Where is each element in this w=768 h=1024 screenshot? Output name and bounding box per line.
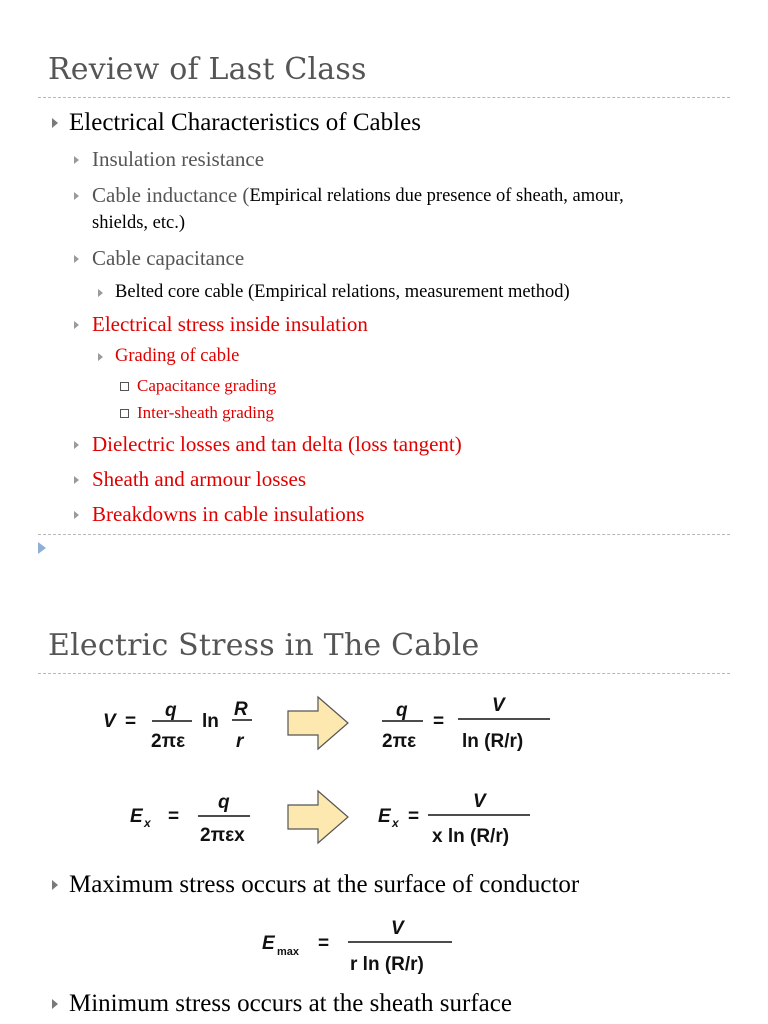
- svg-text:max: max: [277, 946, 300, 958]
- bullet-text: Maximum stress occurs at the surface of conductor: [69, 871, 580, 898]
- svg-text:q: q: [165, 700, 177, 721]
- bullet-text: Minimum stress occurs at the sheath surface: [69, 990, 512, 1017]
- svg-text:E: E: [130, 806, 143, 827]
- svg-text:R: R: [234, 699, 248, 720]
- svg-text:=: =: [408, 806, 420, 827]
- slide2-title: Electric Stress in The Cable: [48, 628, 480, 663]
- bullet-text: Capacitance grading: [137, 376, 277, 395]
- bullet-text: Cable inductance (: [92, 183, 250, 207]
- svg-text:x ln (R/r): x ln (R/r): [432, 826, 510, 847]
- svg-text:r ln (R/r): r ln (R/r): [350, 954, 424, 975]
- svg-text:ln (R/r): ln (R/r): [462, 731, 524, 752]
- implies-arrow-icon: [288, 791, 348, 843]
- bullet-text: Dielectric losses and tan delta (loss tangent): [92, 432, 462, 456]
- equation-q-over-2pie: [382, 695, 550, 752]
- equation-ex-final: [378, 791, 530, 847]
- svg-text:=: =: [168, 806, 180, 827]
- bullet-minimum-stress: [52, 990, 512, 1018]
- triangle-bullet-icon: [52, 880, 58, 890]
- svg-text:E: E: [262, 933, 275, 954]
- svg-text:x: x: [144, 816, 151, 830]
- svg-text:=: =: [433, 711, 445, 732]
- svg-text:ln: ln: [202, 711, 219, 732]
- svg-text:2πε: 2πε: [151, 731, 186, 752]
- bullet-text: Sheath and armour losses: [92, 467, 307, 491]
- equation-emax: [262, 918, 452, 975]
- svg-text:V: V: [473, 791, 486, 812]
- svg-text:V: V: [492, 695, 505, 716]
- svg-text:2πε: 2πε: [382, 731, 417, 752]
- equation-ex: [130, 792, 250, 846]
- bullet-paren-text: Empirical relations due presence of sheath, amour,: [249, 186, 624, 206]
- bullet-text: Electrical stress inside insulation: [92, 312, 368, 336]
- bullet-text: Breakdowns in cable insulations: [92, 502, 365, 526]
- svg-text:V: V: [103, 711, 116, 732]
- triangle-bullet-icon: [52, 999, 58, 1009]
- implies-arrow-icon: [288, 697, 348, 749]
- slide1-title: Review of Last Class: [48, 52, 367, 87]
- bullet-text: Grading of cable: [115, 346, 240, 366]
- bullet-text: Cable capacitance: [92, 246, 245, 270]
- bullet-continuation: shields, etc.): [92, 213, 185, 233]
- bullet-text: Inter-sheath grading: [137, 403, 275, 422]
- svg-text:V: V: [391, 918, 404, 939]
- svg-text:r: r: [236, 731, 244, 752]
- svg-text:q: q: [218, 792, 230, 813]
- bullet-text: Insulation resistance: [92, 147, 265, 171]
- svg-text:E: E: [378, 806, 391, 827]
- bullet-maximum-stress: [52, 871, 579, 899]
- equation-v: [103, 699, 252, 752]
- bullet-text: Belted core cable (Empirical relations, measurement method): [115, 282, 570, 302]
- svg-text:=: =: [318, 933, 330, 954]
- bullet-text: Electrical Characteristics of Cables: [69, 109, 421, 136]
- svg-text:2πεx: 2πεx: [200, 825, 245, 846]
- svg-text:x: x: [392, 816, 399, 830]
- svg-text:q: q: [396, 700, 408, 721]
- svg-text:=: =: [125, 711, 137, 732]
